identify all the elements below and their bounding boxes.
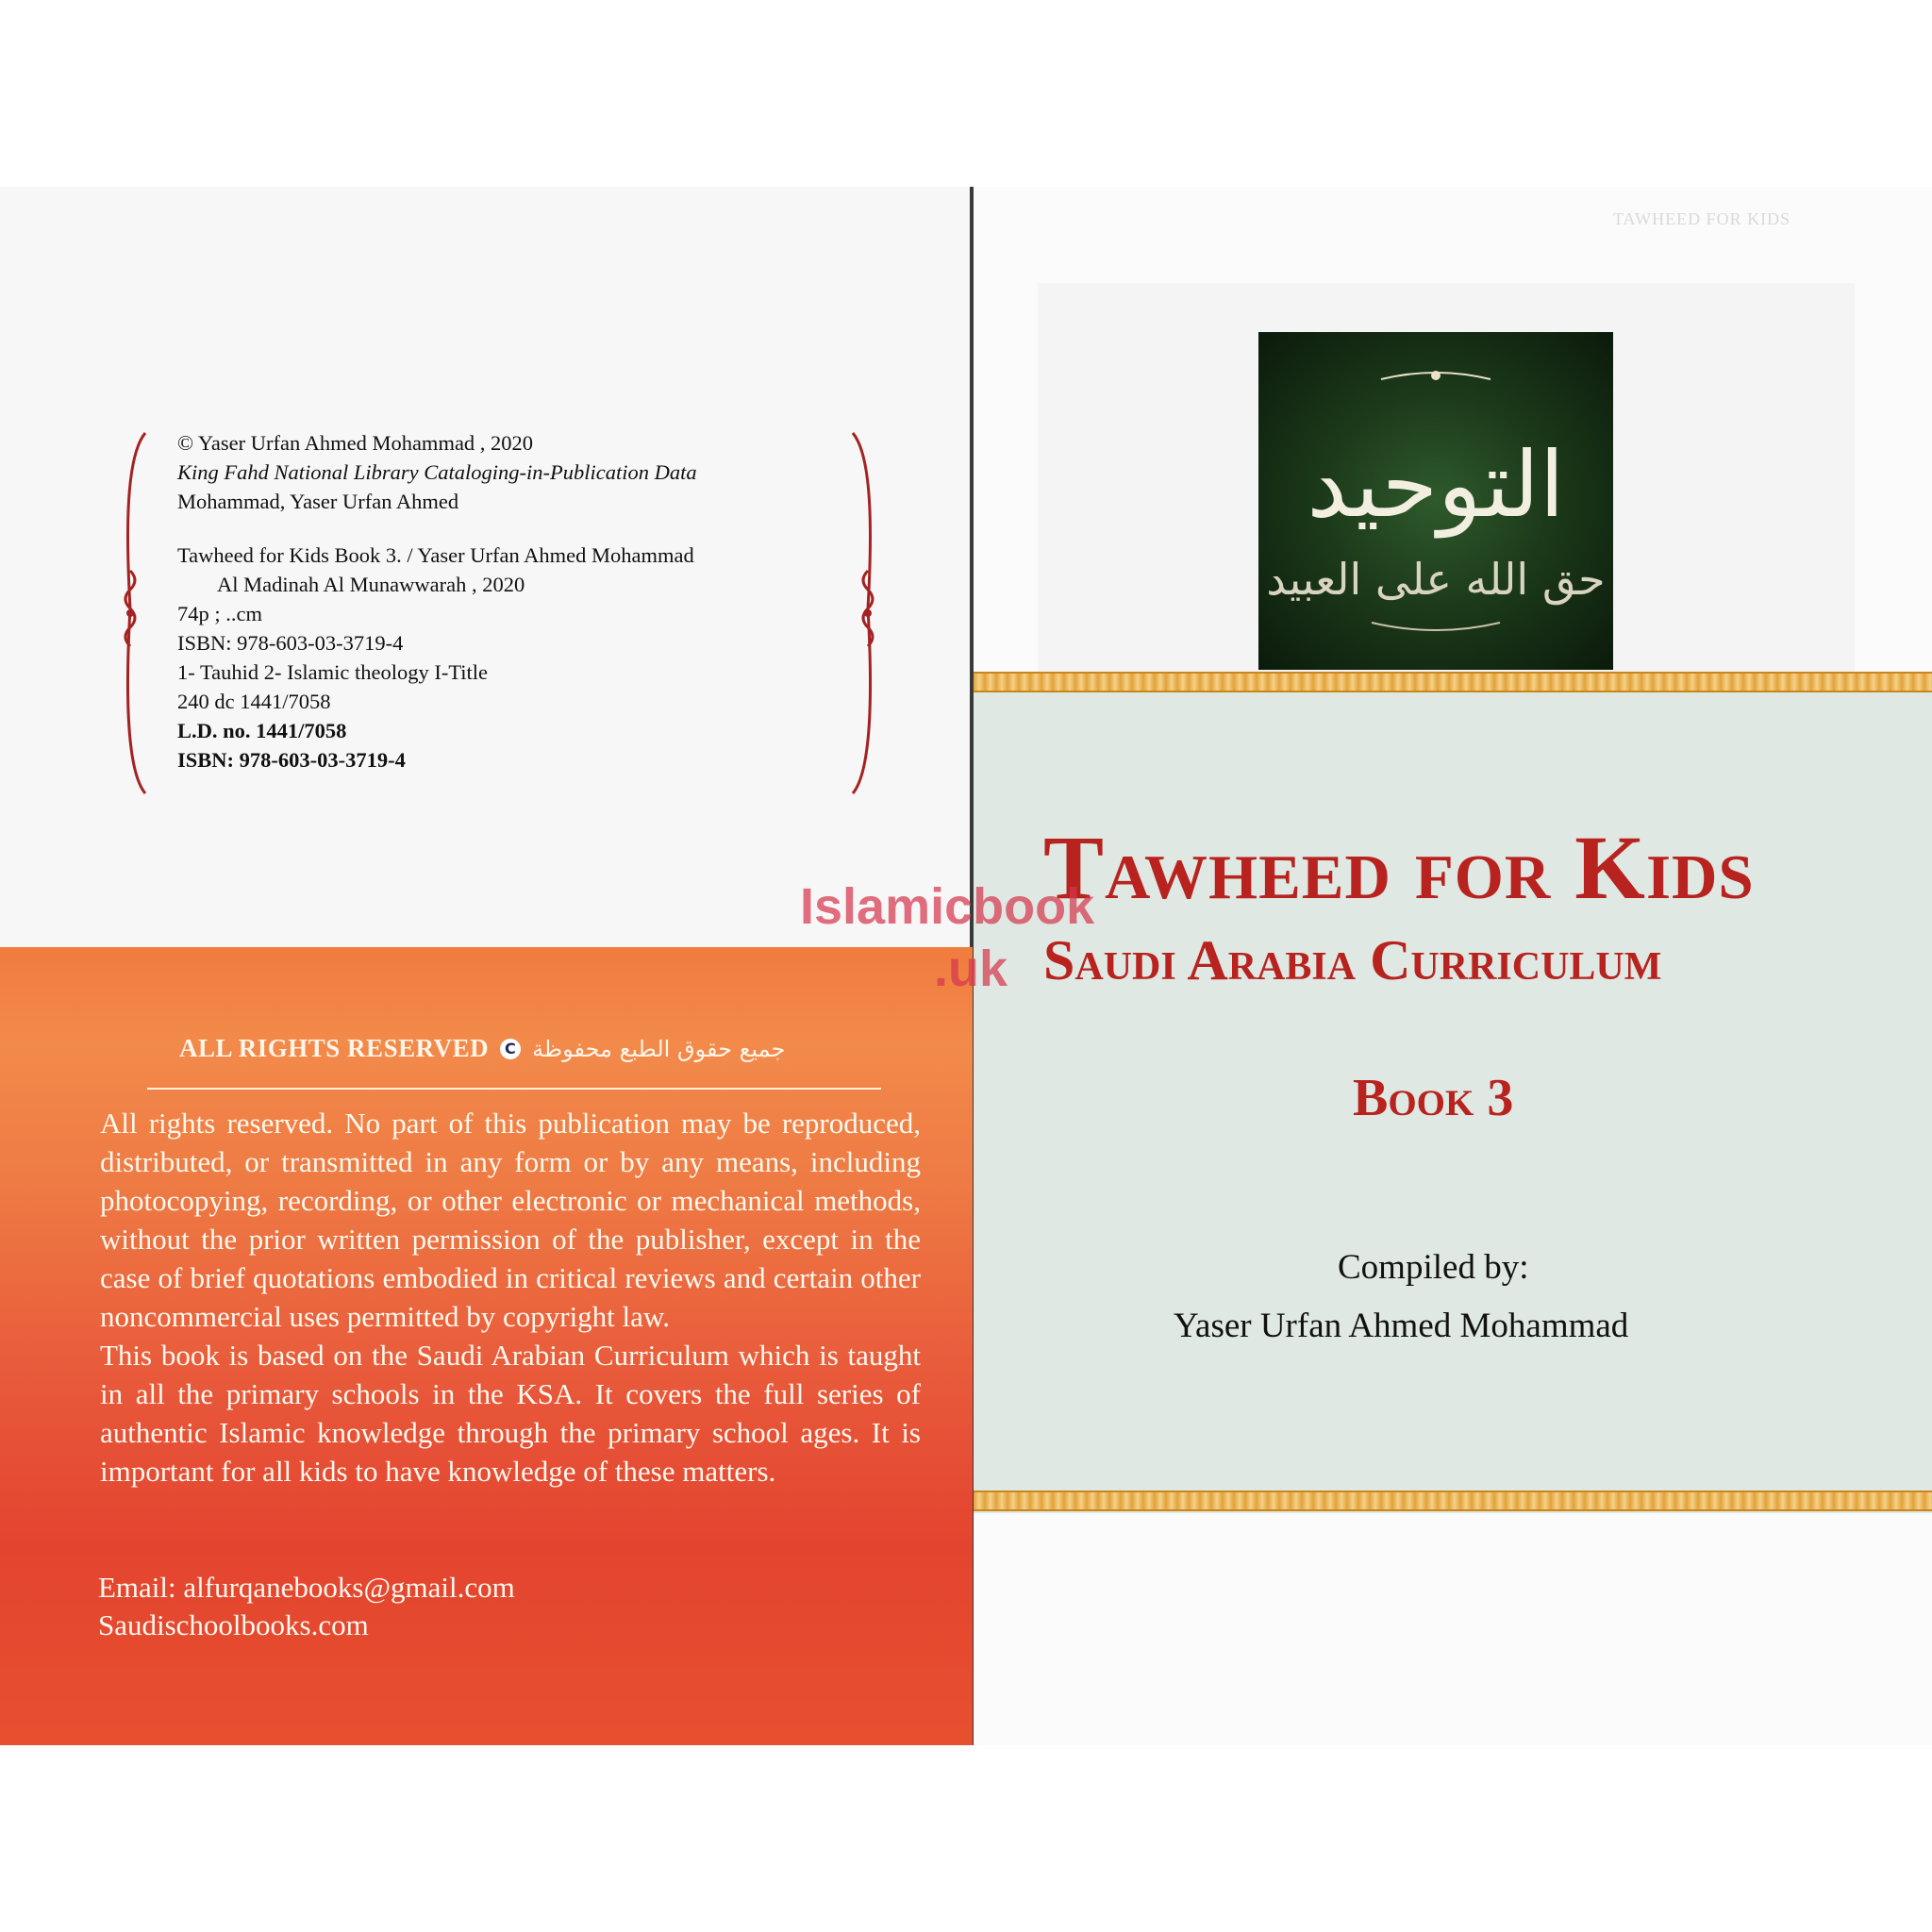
left-ornament-bracket-icon [117,429,153,797]
catalog-author: Mohammad, Yaser Urfan Ahmed [177,490,459,513]
rights-header-arabic: جميع حقوق الطبع محفوظة [532,1035,786,1062]
catalog-copyright: © Yaser Urfan Ahmed Mohammad , 2020 [177,431,534,455]
tawheed-logo [1258,332,1613,670]
rights-email: Email: alfurqanebooks@gmail.com [98,1571,515,1604]
rights-header-text: ALL RIGHTS RESERVED [179,1034,490,1062]
catalog-library: King Fahd National Library Cataloging-in-Publication Data [177,460,697,484]
tawheed-calligraphy-icon [1258,332,1613,670]
rights-website: Saudischoolbooks.com [98,1608,369,1641]
catalog-ld-number: L.D. no. 1441/7058 [177,719,347,742]
rights-header [179,1034,858,1063]
book-number: Book 3 [1353,1069,1514,1127]
catalog-isbn: ISBN: 978-603-03-3719-4 [177,631,404,655]
cataloging-data-block [177,428,857,774]
rights-contact [98,1569,515,1644]
book-title: Tawheed for Kids [1043,817,1755,918]
book-subtitle: Saudi Arabia Curriculum [1043,929,1662,991]
logo-arabic-subtitle: حق الله على العبيد [1266,554,1606,605]
catalog-pages: 74p ; ..cm [177,602,262,625]
catalog-subjects: 1- Tauhid 2- Islamic theology I-Title [177,660,489,684]
compiler-name: Yaser Urfan Ahmed Mohammad [1174,1307,1629,1345]
rights-paragraph-1: All rights reserved. No part of this publication may be reproduced, distributed, or transmitted in any form or by any means, including photocopying, recording, or other electronic or mechanical methods, without the prior written permission of the publisher, except in the case of brief quotations embodied in critical reviews and certain other noncommercial uses permitted by copyright law. [100,1107,921,1333]
catalog-title: Tawheed for Kids Book 3. / Yaser Urfan Ahmed Mohammad [177,543,694,567]
catalog-dc: 240 dc 1441/7058 [177,690,331,713]
catalog-isbn-bold: ISBN: 978-603-03-3719-4 [177,748,406,772]
rights-body [100,1104,921,1491]
compiled-by-label: Compiled by: [1338,1248,1529,1287]
top-ornamental-band [974,672,1932,692]
rights-divider [147,1088,881,1090]
watermark-line-1: Islamicbook [800,878,1095,935]
catalog-place: Al Madinah Al Munawwarah , 2020 [217,573,525,596]
logo-arabic-title: التوحيد [1307,432,1565,538]
rights-paragraph-2: This book is based on the Saudi Arabian Curriculum which is taught in all the primary schools in the KSA. It covers the full series of authentic Islamic knowledge through the primary school ages. It is important for all kids to have knowledge of these matters. [100,1339,921,1488]
running-head: TAWHEED FOR KIDS [1613,209,1791,228]
watermark-line-2: .uk [934,941,1008,997]
copyright-icon: C [500,1039,521,1059]
bottom-ornamental-band [974,1491,1932,1511]
